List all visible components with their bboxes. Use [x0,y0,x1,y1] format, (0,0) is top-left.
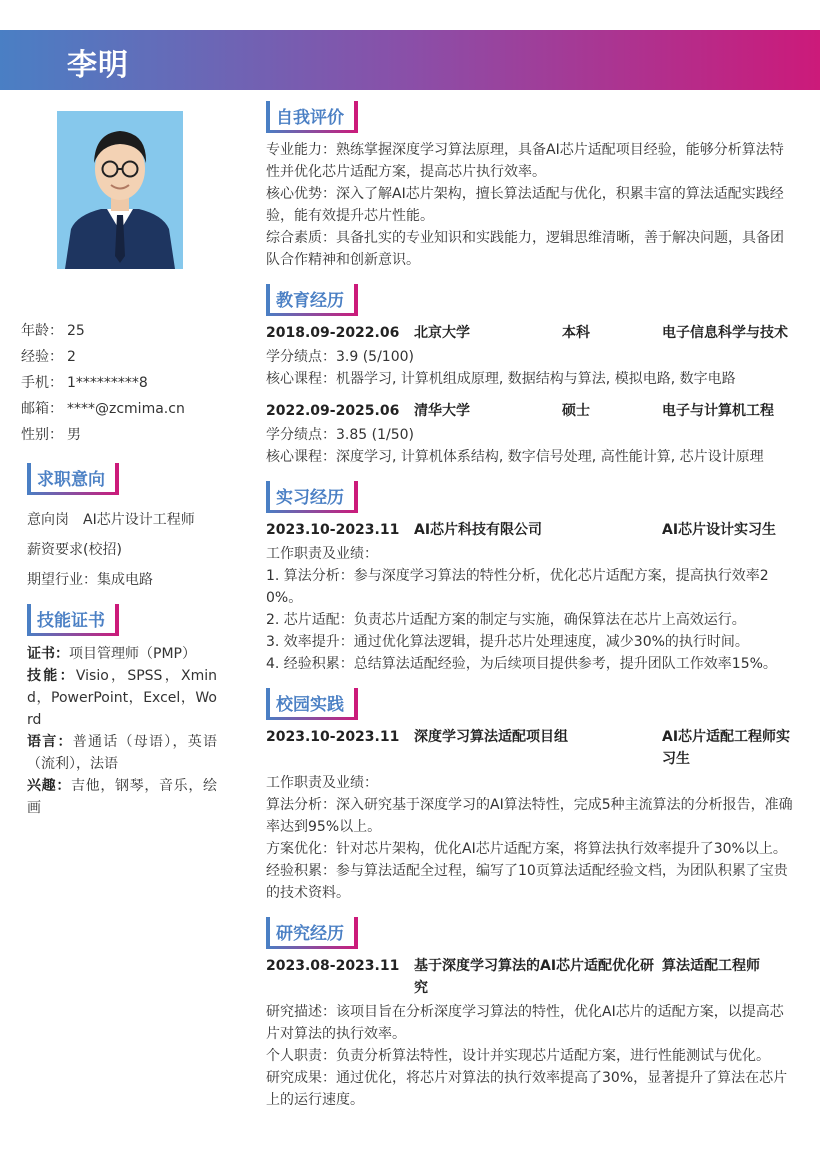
section-title-skills: 技能证书 [27,604,119,634]
research-line: 研究成果：通过优化，将芯片对算法的执行效率提高了30%，显著提升了算法在芯片上的运行速度。 [266,1070,788,1108]
self-eval-line: 核心优势：深入了解AI芯片架构，擅长算法适配与优化，积累丰富的算法适配实践经验，能有效提升芯片性能。 [266,186,784,224]
internship-line: 1. 算法分析：参与深度学习算法的特性分析，优化芯片适配方案，提高执行效率20%。 [266,568,769,606]
header-banner [0,30,820,90]
job-intent-industry: 期望行业：集成电路 [27,572,153,588]
skill-certificate: 证书：项目管理师（PMP） [27,646,196,662]
research-line: 研究描述：该项目旨在分析深度学习算法的特性，优化AI芯片的适配方案，以提高芯片对算法的执行效率。 [266,1004,784,1042]
education-gpa: 学分绩点：3.9 (5/100) [266,349,414,365]
research-line: 个人职责：负责分析算法特性，设计并实现芯片适配方案，进行性能测试与优化。 [266,1048,770,1064]
internship-line: 2. 芯片适配：负责芯片适配方案的制定与实施，确保算法在芯片上高效运行。 [266,612,746,628]
internship-line: 3. 效率提升：通过优化算法逻辑，提升芯片处理速度，减少30%的执行时间。 [266,634,749,650]
info-age: 年龄： 25 [21,323,85,339]
campus-line: 方案优化：针对芯片架构，优化AI芯片适配方案，将算法执行效率提升了30%以上。 [266,841,787,857]
campus-line: 工作职责及业绩： [266,775,378,791]
self-eval-line: 专业能力：熟练掌握深度学习算法原理，具备AI芯片适配项目经验，能够分析算法特性并优化芯片适配方案，提高芯片执行效率。 [266,142,784,180]
info-gender: 性别： 男 [21,427,81,443]
info-email: 邮箱： ****@zcmima.cn [21,401,185,417]
job-intent-position: 意向岗 AI芯片设计工程师 [27,512,195,528]
section-title-self-eval: 自我评价 [266,101,358,131]
section-title-research: 研究经历 [266,917,358,947]
skill-interest: 兴趣：吉他，钢琴，音乐，绘画 [27,778,217,816]
info-phone: 手机： 1*********8 [21,375,148,391]
research-header: 2023.08-2023.11 基于深度学习算法的AI芯片适配优化研究 算法适配工程师 [266,958,760,996]
job-intent-salary: 薪资要求(校招) [27,542,122,558]
section-title-internship: 实习经历 [266,481,358,511]
profile-photo [57,111,183,269]
campus-line: 算法分析：深入研究基于深度学习的AI算法特性，完成5种主流算法的分析报告，准确率达到95%以上。 [266,797,793,835]
skill-tools: 技能：Visio，SPSS，Xmind，PowerPoint，Excel，Word [27,668,217,728]
education-courses: 核心课程：深度学习, 计算机体系结构, 数字信号处理, 高性能计算, 芯片设计原理 [266,449,764,465]
candidate-name: 李明 [67,48,129,83]
section-title-campus: 校园实践 [266,688,358,718]
person-portrait-icon [57,111,183,269]
internship-line: 工作职责及业绩： [266,546,378,562]
info-experience: 经验： 2 [21,349,76,365]
section-title-job-intent: 求职意向 [27,463,119,493]
section-title-education: 教育经历 [266,284,358,314]
skill-language: 语言：普通话（母语），英语（流利），法语 [27,734,217,772]
campus-header: 2023.10-2023.11 深度学习算法适配项目组 AI芯片适配工程师实习生 [266,729,791,767]
education-gpa: 学分绩点：3.85 (1/50) [266,427,414,443]
internship-line: 4. 经验积累：总结算法适配经验，为后续项目提供参考，提升团队工作效率15%。 [266,656,777,672]
campus-line: 经验积累：参与算法适配全过程，编写了10页算法适配经验文档，为团队积累了宝贵的技术资料。 [266,863,788,901]
education-courses: 核心课程：机器学习, 计算机组成原理, 数据结构与算法, 模拟电路, 数字电路 [266,371,736,387]
self-eval-line: 综合素质：具备扎实的专业知识和实践能力，逻辑思维清晰，善于解决问题，具备团队合作精神和创新意识。 [266,230,784,268]
